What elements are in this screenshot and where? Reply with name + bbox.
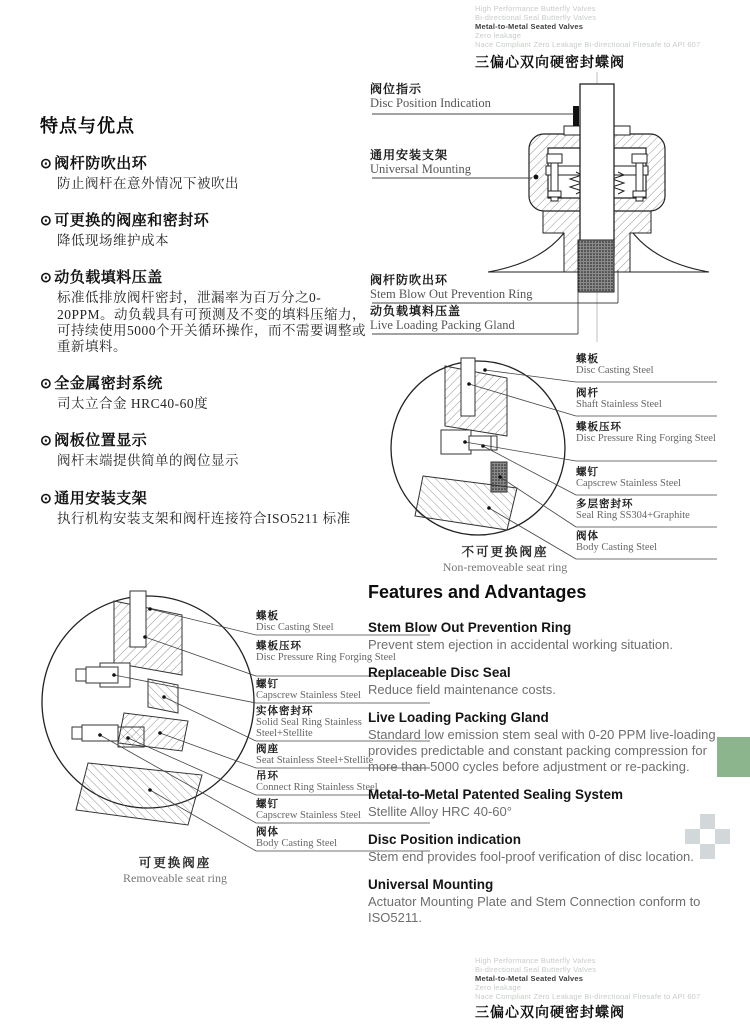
brand-footer [475, 956, 745, 1001]
label-en: Live Loading Packing Gland [370, 318, 515, 332]
label-en: Disc Position Indication [370, 96, 491, 110]
label-cn: 阀杆 [576, 388, 599, 399]
brand-line: Zero leakage [475, 983, 522, 992]
en-feature-title: Universal Mounting [368, 877, 494, 893]
nonremovable-caption [400, 544, 610, 575]
cn-feature-title-text: 可更换的阀座和密封环 [54, 212, 210, 230]
capscrew2-section [82, 725, 118, 741]
cn-feature-title-text: 阀杆防吹出环 [54, 155, 148, 172]
label-capscrew [576, 467, 716, 489]
cn-feature-item [40, 152, 372, 192]
label-en: Capscrew Stainless Steel [576, 478, 681, 489]
capscrew1-head [76, 669, 86, 681]
label-en: Disc Pressure Ring Forging Steel [256, 652, 396, 663]
label-universal-mounting [370, 148, 471, 176]
cn-feature-title-text: 动负载填料压盖 [54, 269, 163, 287]
label-live-loading-gland [370, 304, 515, 332]
label-cn: 通用安装支架 [370, 148, 449, 162]
en-feature-title: Disc Position indication [368, 832, 522, 848]
en-feature-desc: Actuator Mounting Plate and Stem Connection conform to ISO5211. [368, 894, 701, 926]
cn-feature-desc: 阀杆末端提供简单的阀位显示 [57, 453, 239, 469]
cn-feature-desc: 标准低排放阀杆密封，泄漏率为百万分之0-20PPM。动负载具有可预测及不变的填料压缩力，可持续使用5000个开关循环操作，而不需要调整或重新填料。 [57, 290, 367, 354]
label-en: Solid Seal Ring Stainless Steel+Stellite [256, 717, 362, 739]
product-title-cn-footer: 三偏心双向硬密封蝶阀 [475, 1004, 625, 1020]
cn-feature-desc: 防止阀杆在意外情况下被吹出 [57, 176, 239, 191]
en-feature-item [368, 787, 716, 820]
brand-line-highlight: Metal-to-Metal Seated Valves [475, 22, 584, 31]
label-cn: 螺钉 [256, 679, 279, 690]
label-cn: 阀位指示 [370, 82, 423, 96]
label-disc-position-indication [370, 82, 491, 110]
label-en: Seat Stainless Steel+Stellite [256, 755, 374, 766]
en-feature-item [368, 665, 716, 698]
cross-decoration [685, 814, 730, 859]
label-en: Capscrew Stainless Steel [256, 810, 361, 821]
cn-feature-title [40, 209, 372, 230]
cn-feature-desc: 执行机构安装支架和阀杆连接符合ISO5211 标准 [57, 510, 351, 526]
caption-en: Removeable seat ring [123, 871, 227, 885]
cn-feature-title [40, 372, 372, 393]
en-feature-title: Replaceable Disc Seal [368, 664, 511, 680]
en-feature-desc: Stem end provides fool-proof verification of disc location. [368, 849, 694, 865]
cn-feature-title [40, 487, 372, 508]
label-cn: 吊环 [256, 771, 279, 782]
cn-feature-title-text: 阀板位置显示 [54, 432, 148, 450]
label-cn: 阀体 [256, 827, 279, 838]
en-feature-desc: Stellite Alloy HRC 40-60° [368, 804, 512, 820]
label-cn: 蝶板压环 [256, 641, 302, 652]
disc-position-mark [573, 106, 579, 126]
label-disc-pressure-ring [576, 422, 716, 444]
cn-feature-item [40, 209, 372, 249]
label-stem-blowout-ring [370, 273, 533, 301]
label-en: Connect Ring Stainless Steel [256, 782, 378, 793]
cn-feature-item [40, 487, 372, 527]
valve-assembly-section [368, 70, 750, 348]
label-cn: 蝶板 [256, 611, 279, 622]
en-feature-desc: Standard low emission stem seal with 0-20 PPM live-loading provides predictable and constant packing compression for more than 5000 cycles before adjustment or re-packing. [368, 726, 716, 775]
label-cn: 螺钉 [576, 467, 599, 478]
label-cn: 阀座 [256, 744, 279, 755]
en-feature-desc: Prevent stem ejection in accidental working situation. [368, 636, 673, 652]
capscrew2-head [72, 727, 82, 739]
en-feature-item [368, 877, 716, 926]
cn-feature-item [40, 266, 372, 355]
label-en: Body Casting Steel [576, 542, 658, 553]
brand-line: Bi-directional Seal Butterfly Valves [475, 965, 597, 974]
bullet-icon: ⊙ [40, 432, 53, 449]
en-feature-item [368, 620, 716, 653]
label-en: Disc Pressure Ring Forging Steel [576, 433, 716, 444]
packing-set [578, 240, 614, 292]
bullet-icon: ⊙ [40, 212, 53, 229]
label-seal-ring [576, 499, 716, 521]
label-en: Universal Mounting [370, 162, 472, 176]
brand-line-highlight: Metal-to-Metal Seated Valves [475, 974, 584, 983]
cn-feature-desc: 降低现场维护成本 [57, 233, 169, 249]
cross-cell [700, 814, 715, 829]
features-cn-heading: 特点与优点 [40, 116, 135, 136]
label-cn: 螺钉 [256, 799, 279, 810]
bullet-icon: ⊙ [40, 269, 53, 286]
caption-cn: 可更换阀座 [138, 856, 212, 870]
brand-line: High Performance Butterfly Valves [475, 956, 596, 965]
cn-feature-title [40, 266, 372, 287]
caption-en: Non-removeable seat ring [442, 560, 568, 574]
label-shaft [576, 388, 716, 410]
en-feature-title: Stem Blow Out Prevention Ring [368, 620, 572, 635]
green-square-decoration [717, 737, 750, 777]
label-en: Stem Blow Out Prevention Ring [370, 287, 533, 301]
cn-feature-title-text: 通用安装支架 [54, 489, 148, 507]
brand-line: Zero leakage [475, 31, 522, 40]
nonremovable-seat-section [375, 350, 750, 590]
connect-ring-section [118, 727, 144, 747]
cn-feature-title-text: 全金属密封系统 [54, 375, 163, 393]
en-feature-item [368, 710, 716, 775]
cross-cell [715, 829, 730, 844]
label-cn: 实体密封环 [256, 706, 314, 717]
disc-section [445, 366, 507, 436]
leader-dot [534, 175, 539, 180]
label-cn: 蝶板压环 [576, 422, 622, 433]
label-cn: 阀体 [576, 531, 599, 542]
bullet-icon: ⊙ [40, 375, 53, 392]
features-en-section [368, 582, 716, 938]
en-feature-title: Metal-to-Metal Patented Sealing System [368, 787, 624, 803]
brand-line: Nace Compliant Zero Leakage Bi-directional Firesafe to API 607 [475, 992, 701, 1001]
product-title-cn: 三偏心双向硬密封蝶阀 [475, 54, 625, 70]
en-feature-item [368, 832, 716, 865]
cn-feature-item [40, 372, 372, 412]
stem [580, 84, 614, 254]
brand-line: Nace Compliant Zero Leakage Bi-directional Firesafe to API 607 [475, 40, 701, 49]
label-cn: 蝶板 [576, 354, 599, 365]
cn-feature-item [40, 429, 372, 469]
label-en: Capscrew Stainless Steel [256, 690, 361, 701]
label-en: Seal Ring SS304+Graphite [576, 510, 690, 521]
en-feature-title: Live Loading Packing Gland [368, 709, 549, 725]
shaft-channel [130, 591, 146, 647]
cross-cell [700, 844, 715, 859]
label-cn: 阀杆防吹出环 [370, 273, 449, 287]
features-cn-section [40, 112, 372, 544]
brand-line: High Performance Butterfly Valves [475, 4, 596, 13]
en-feature-desc: Reduce field maintenance costs. [368, 681, 556, 697]
features-en-heading: Features and Advantages [368, 582, 587, 602]
label-cn: 多层密封环 [576, 499, 634, 510]
brand-line: Bi-directional Seal Butterfly Valves [475, 13, 597, 22]
cn-feature-desc: 司太立合金 HRC40-60度 [57, 396, 209, 412]
shaft-section [461, 358, 475, 416]
cn-feature-title [40, 429, 372, 450]
label-en: Disc Casting Steel [256, 622, 334, 633]
bullet-icon: ⊙ [40, 155, 53, 171]
label-en: Disc Casting Steel [576, 365, 654, 376]
label-cn: 动负载填料压盖 [370, 304, 462, 318]
caption-cn: 不可更换阀座 [461, 545, 549, 559]
label-en: Body Casting Steel [256, 838, 338, 849]
cross-cell [685, 829, 700, 844]
removable-caption [95, 855, 255, 886]
label-disc [576, 354, 716, 376]
brand-header [475, 4, 745, 49]
cn-feature-title [40, 152, 372, 173]
bullet-icon: ⊙ [40, 489, 53, 506]
label-en: Shaft Stainless Steel [576, 399, 662, 410]
